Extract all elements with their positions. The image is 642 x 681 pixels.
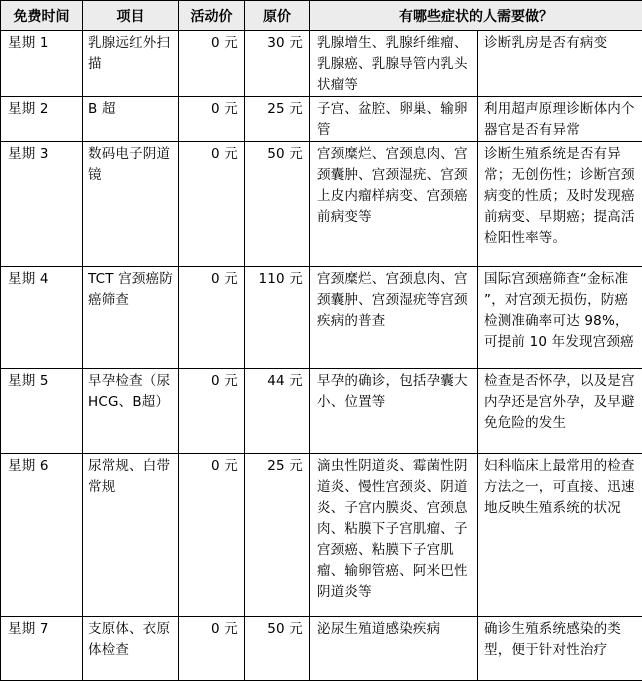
- symptoms-text: 子宫、盆腔、卵巢、输卵管: [310, 97, 478, 141]
- purpose-text: 利用超声原理诊断体内个器官是否有异常: [478, 97, 642, 141]
- header-promo-price: 活动价: [179, 1, 245, 31]
- details-cell: [310, 617, 642, 681]
- item-cell: 乳腺远红外扫描: [83, 31, 179, 97]
- day-cell: 星期 2: [1, 97, 83, 142]
- table-row: [1, 267, 642, 369]
- purpose-text: 妇科临床上最常用的检查方法之一，可直接、迅速地反映生殖系统的状况: [478, 454, 642, 616]
- table-row: [1, 454, 642, 617]
- symptoms-text: 早孕的确诊，包括孕囊大小、位置等: [310, 369, 478, 453]
- item-cell: 支原体、衣原体检查: [83, 617, 179, 681]
- day-cell: 星期 7: [1, 617, 83, 681]
- item-cell: B 超: [83, 97, 179, 142]
- table-row: [1, 617, 642, 681]
- table-row: [1, 369, 642, 454]
- day-cell: 星期 6: [1, 454, 83, 617]
- day-cell: 星期 1: [1, 31, 83, 97]
- item-cell: 数码电子阴道镜: [83, 142, 179, 267]
- original-price-cell: 25 元: [245, 97, 310, 142]
- details-cell: [310, 97, 642, 142]
- promo-price-cell: 0 元: [179, 454, 245, 617]
- promo-price-cell: 0 元: [179, 369, 245, 454]
- purpose-text: 确诊生殖系统感染的类型，便于针对性治疗: [478, 617, 642, 680]
- promo-price-cell: 0 元: [179, 267, 245, 369]
- day-cell: 星期 5: [1, 369, 83, 454]
- item-cell: 尿常规、白带常规: [83, 454, 179, 617]
- details-cell: [310, 31, 642, 97]
- symptoms-text: 宫颈糜烂、宫颈息肉、宫颈囊肿、宫颈湿疣、宫颈上皮内瘤样病变、宫颈癌前病变等: [310, 142, 478, 266]
- symptoms-text: 宫颈糜烂、宫颈息肉、宫颈囊肿、宫颈湿疣等宫颈疾病的普查: [310, 267, 478, 368]
- promo-price-cell: 0 元: [179, 142, 245, 267]
- header-original-price: 原价: [245, 1, 310, 31]
- details-cell: [310, 267, 642, 369]
- purpose-text: 诊断乳房是否有病变: [478, 31, 642, 96]
- promo-price-cell: 0 元: [179, 31, 245, 97]
- promo-price-cell: 0 元: [179, 97, 245, 142]
- header-who-needs: 有哪些症状的人需要做？: [310, 1, 642, 31]
- table-body: [1, 31, 642, 681]
- purpose-text: 检查是否怀孕，以及是宫内孕还是宫外孕，及早避免危险的发生: [478, 369, 642, 453]
- table-row: [1, 97, 642, 142]
- original-price-cell: 50 元: [245, 617, 310, 681]
- symptoms-text: 乳腺增生、乳腺纤维瘤、乳腺癌、乳腺导管内乳头状瘤等: [310, 31, 478, 96]
- purpose-text: 诊断生殖系统是否有异常；无创伤性；诊断宫颈病变的性质；及时发现癌前病变、早期癌；提高活检阳性率等。: [478, 142, 642, 266]
- item-cell: TCT 宫颈癌防癌筛查: [83, 267, 179, 369]
- original-price-cell: 110 元: [245, 267, 310, 369]
- symptoms-text: 泌尿生殖道感染疾病: [310, 617, 478, 680]
- details-cell: [310, 369, 642, 454]
- header-row: [1, 1, 642, 31]
- details-cell: [310, 454, 642, 617]
- details-cell: [310, 142, 642, 267]
- original-price-cell: 50 元: [245, 142, 310, 267]
- promo-price-cell: 0 元: [179, 617, 245, 681]
- day-cell: 星期 3: [1, 142, 83, 267]
- purpose-text: 国际宫颈癌筛查“金标准 ”，对宫颈无损伤，防癌检测准确率可达 98%，可提前 10 年发现宫颈癌: [478, 267, 642, 368]
- original-price-cell: 44 元: [245, 369, 310, 454]
- original-price-cell: 25 元: [245, 454, 310, 617]
- item-cell: 早孕检查（尿HCG、B超）: [83, 369, 179, 454]
- day-cell: 星期 4: [1, 267, 83, 369]
- header-day: 免费时间: [1, 1, 83, 31]
- table-row: [1, 31, 642, 97]
- symptoms-text: 滴虫性阴道炎、霉菌性阴道炎、慢性宫颈炎、阴道炎、子宫内膜炎、宫颈息肉、粘膜下子宫肌瘤、子宫颈癌、粘膜下子宫肌瘤、输卵管癌、阿米巴性阴道炎等: [310, 454, 478, 616]
- table-row: [1, 142, 642, 267]
- original-price-cell: 30 元: [245, 31, 310, 97]
- header-item: 项目: [83, 1, 179, 31]
